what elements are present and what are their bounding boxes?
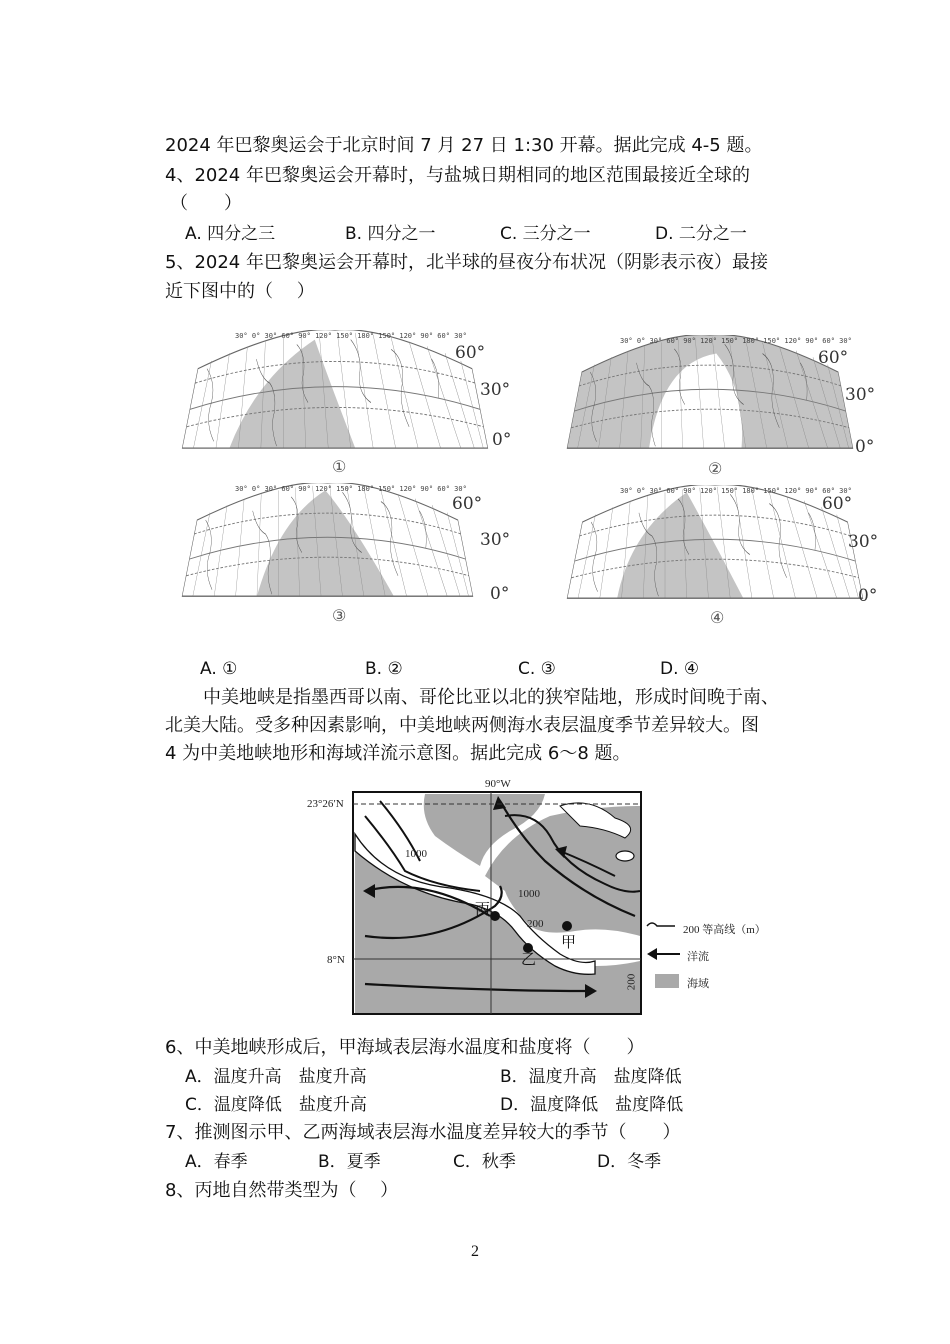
fig4-legend-contour: 200 等高线（m） (683, 924, 766, 936)
fig4-legend-current: 洋流 (687, 951, 709, 963)
question-6-stem: 6、中美地峡形成后，甲海域表层海水温度和盐度将（ ） (165, 1037, 645, 1058)
figure-4 (305, 776, 765, 1025)
q4-option-c[interactable]: C. 三分之一 (500, 224, 591, 244)
q5-option-d[interactable]: D. ④ (660, 659, 700, 679)
lat-0-map4: 0° (858, 586, 878, 606)
question-5-stem-line2: 近下图中的（ ） (165, 281, 315, 302)
lat-0-map3: 0° (490, 584, 510, 604)
lat-0-map2: 0° (855, 437, 875, 457)
daynight-map-3[interactable] (180, 483, 475, 598)
map-caption-3: ③ (332, 606, 347, 625)
small-island (616, 851, 634, 861)
daynight-map-1[interactable] (180, 330, 490, 450)
night-shade-2 (567, 335, 853, 448)
legend-current-arrow (647, 948, 657, 960)
fig4-lat-bottom-label: 8°N (327, 954, 345, 966)
map-caption-2: ② (708, 459, 723, 478)
q5-option-a[interactable]: A. ① (200, 659, 238, 679)
night-shade-1 (229, 340, 355, 448)
q4-option-b[interactable]: B. 四分之一 (345, 224, 436, 244)
fig4-contour-200-b: 200 (625, 973, 638, 991)
lat-60-map4: 60° (822, 494, 853, 514)
lat-30-map2: 30° (845, 385, 876, 405)
intro-text: 2024 年巴黎奥运会于北京时间 7 月 27 日 1:30 开幕。据此完成 4-5 题。 (165, 135, 763, 156)
question-4-stem: 4、2024 年巴黎奥运会开幕时，与盐城日期相同的地区范围最接近全球的 (165, 165, 750, 186)
q7-option-b[interactable]: B．夏季 (318, 1152, 381, 1172)
lat-0-map1: 0° (492, 430, 512, 450)
place-bing-dot (490, 911, 500, 921)
legend-sea-swatch (655, 974, 679, 988)
fig4-place-yi: 乙 (521, 950, 537, 968)
fig4-lon-label: 90°W (485, 778, 511, 790)
fig4-contour-1000-b: 1000 (518, 888, 540, 900)
lon-ticks-3: 30° 0° 30° 60° 90° 120° 150° 180° 150° 120° 90° 60° 30° (235, 485, 467, 493)
passage-line-2: 北美大陆。受多种因素影响，中美地峡两侧海水表层温度季节差异较大。图 (165, 715, 759, 736)
q6-option-d[interactable]: D．温度降低 盐度降低 (500, 1095, 684, 1115)
map-2-graphic (565, 335, 855, 450)
lat-30-map1: 30° (480, 380, 511, 400)
fig4-contour-200-a: 200 (527, 918, 544, 930)
q5-option-c[interactable]: C. ③ (518, 659, 556, 679)
fig4-legend-sea: 海域 (687, 978, 709, 990)
map-1-graphic (180, 330, 490, 450)
question-8-stem: 8、丙地自然带类型为（ ） (165, 1180, 399, 1201)
legend-contour-sample (647, 923, 675, 926)
q7-option-a[interactable]: A．春季 (185, 1152, 248, 1172)
lon-ticks-1: 30° 0° 30° 60° 90° 120° 150° 180° 150° 120° 90° 60° 30° (235, 332, 467, 340)
q7-option-d[interactable]: D．冬季 (597, 1152, 662, 1172)
q6-option-a[interactable]: A．温度升高 盐度升高 (185, 1067, 367, 1087)
fig4-contour-1000-a: 1000 (405, 848, 427, 860)
passage-line-1: 中美地峡是指墨西哥以南、哥伦比亚以北的狭窄陆地，形成时间晚于南、 (203, 687, 779, 708)
daynight-map-4[interactable] (565, 485, 865, 600)
q7-option-c[interactable]: C．秋季 (453, 1152, 516, 1172)
passage-line-3: 4 为中美地峡地形和海域洋流示意图。据此完成 6～8 题。 (165, 743, 631, 764)
lat-30-map3: 30° (480, 530, 511, 550)
night-shade-3 (257, 490, 394, 596)
question-4-paren: （ ） (170, 193, 242, 214)
daynight-map-2[interactable] (565, 335, 855, 450)
lat-60-map1: 60° (455, 343, 486, 363)
fig4-lat-top-label: 23°26′N (307, 798, 344, 810)
map-caption-4: ④ (710, 608, 725, 627)
q6-option-b[interactable]: B．温度升高 盐度降低 (500, 1067, 682, 1087)
map-3-graphic (180, 483, 475, 598)
lat-30-map4: 30° (848, 532, 879, 552)
place-jia-dot (562, 921, 572, 931)
lon-ticks-2: 30° 0° 30° 60° 90° 120° 150° 180° 150° 120° 90° 60° 30° (620, 337, 852, 345)
night-shade-4 (617, 492, 743, 598)
q4-option-a[interactable]: A. 四分之三 (185, 224, 276, 244)
map-caption-1: ① (332, 457, 347, 476)
q4-option-d[interactable]: D. 二分之一 (655, 224, 747, 244)
map-4-graphic (565, 485, 865, 600)
page-number: 2 (471, 1243, 479, 1260)
question-5-stem-line1: 5、2024 年巴黎奥运会开幕时，北半球的昼夜分布状况（阴影表示夜）最接 (165, 252, 768, 273)
question-7-stem: 7、推测图示甲、乙两海域表层海水温度差异较大的季节（ ） (165, 1122, 681, 1143)
q6-option-c[interactable]: C．温度降低 盐度升高 (185, 1095, 367, 1115)
q5-option-b[interactable]: B. ② (365, 659, 403, 679)
lon-ticks-4: 30° 0° 30° 60° 90° 120° 150° 180° 150° 120° 90° 60° 30° (620, 487, 852, 495)
fig4-place-bing: 丙 (475, 900, 491, 918)
fig4-place-jia: 甲 (561, 933, 577, 951)
lat-60-map3: 60° (452, 494, 483, 514)
lat-60-map2: 60° (818, 348, 849, 368)
